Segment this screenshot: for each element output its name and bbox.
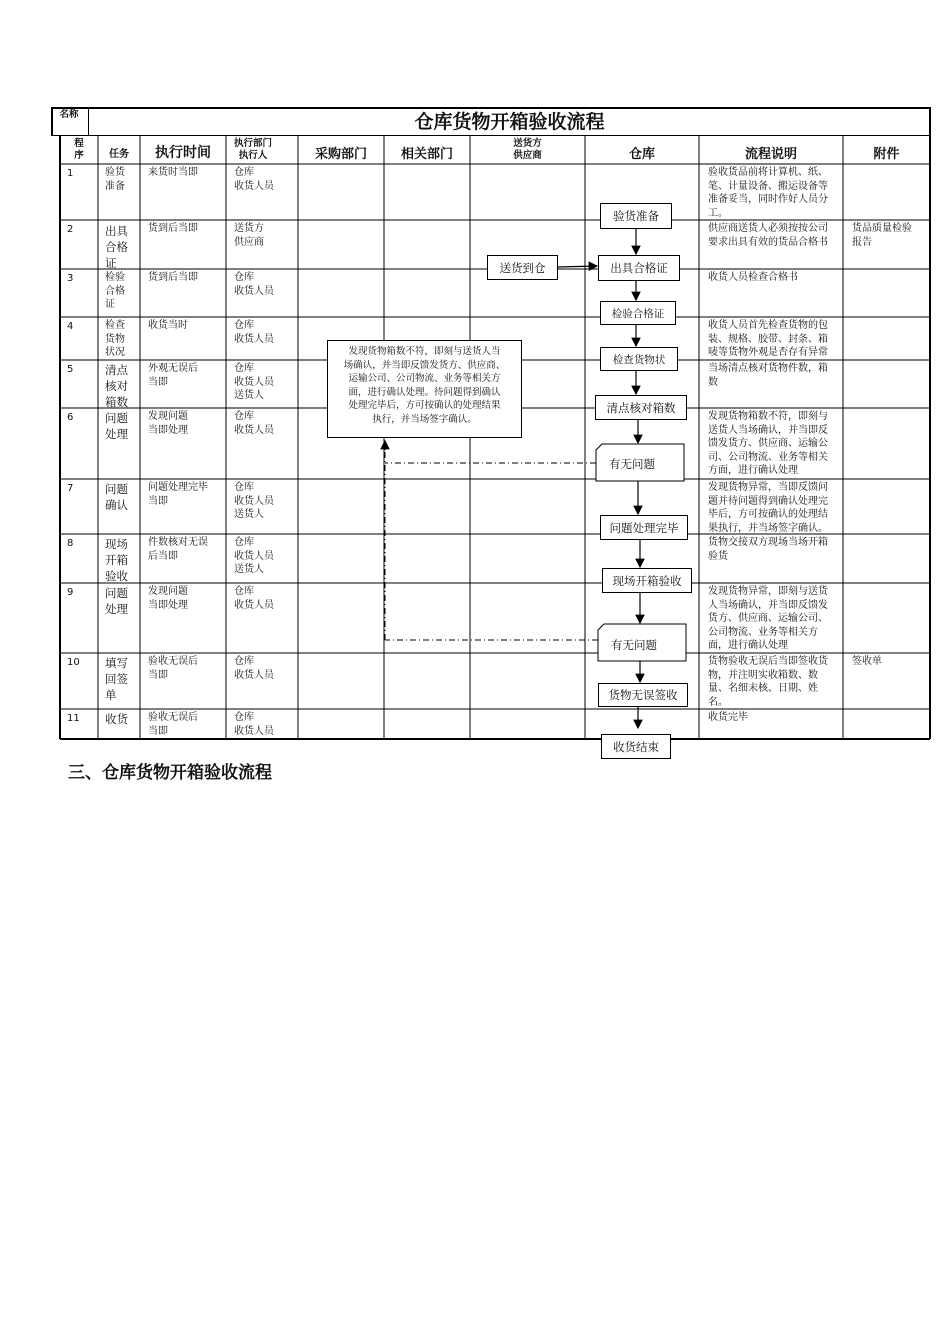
row-11-time: 验收无误后 当即 — [148, 712, 198, 737]
row-10-attach: 签收单 — [852, 656, 882, 667]
flow-step-check-cert: 检验合格证 — [600, 301, 676, 325]
row-5-dept: 仓库 收货人员 送货人 — [234, 363, 274, 401]
row-2-desc: 供应商送货人必须按按公司 要求出具有效的货品合格书 — [708, 223, 828, 248]
row-2-time: 货到后当即 — [148, 223, 198, 234]
flow-step-check-goods: 检查货物状 — [600, 347, 678, 371]
row-10-seq: 10 — [67, 657, 80, 668]
row-3-time: 货到后当即 — [148, 272, 198, 283]
row-2-dept: 送货方 供应商 — [234, 223, 264, 248]
header-dept: 执行部门 执行人 — [233, 138, 272, 161]
flow-supplier-deliver: 送货到仓 — [487, 255, 558, 280]
row-10-desc: 货物验收无误后当即签收货 物，并注明实收箱数、数 量、名细末核、日期、姓 名。 — [708, 656, 828, 708]
row-5-time: 外观无误后 当即 — [148, 363, 198, 388]
row-2-attach: 货品质量检验 报告 — [852, 223, 912, 248]
row-9-seq: 9 — [67, 587, 74, 598]
flow-step-count-boxes: 清点核对箱数 — [595, 395, 687, 420]
row-3-dept: 仓库 收货人员 — [234, 272, 274, 297]
row-7-dept: 仓库 收货人员 送货人 — [234, 482, 274, 520]
problem-note: 发现货物箱数不符，即刻与送货人当 场确认，并当即反馈发货方、供应商、 运输公司、公司物流、业务等相关方 面，进行确认处理。待问题得到确认 处理完毕后，方可按确认的处理结果 执行，并当场签字确认。 — [327, 340, 522, 438]
row-8-task: 现场 开箱 验收 — [105, 537, 128, 583]
row-2-task: 出具 合格 证 — [105, 224, 128, 270]
flow-decision-1: 有无问题 — [609, 457, 655, 471]
row-5-seq: 5 — [67, 364, 74, 375]
row-11-dept: 仓库 收货人员 — [234, 712, 274, 737]
flow-step-prepare: 验货准备 — [600, 203, 672, 229]
flow-step-resolved: 问题处理完毕 — [600, 515, 688, 540]
row-1-task: 验货 准备 — [105, 167, 125, 192]
header-task: 任务 — [109, 149, 129, 160]
row-6-time: 发现问题 当即处理 — [148, 411, 188, 436]
row-1-seq: 1 — [67, 168, 74, 179]
header-seq: 程序 — [74, 138, 84, 161]
row-4-desc: 收货人员首先检查货物的包 装、规格、胶带、封条、箱 唛等货物外观是否存有异常 — [708, 320, 828, 358]
header-supplier: 送货方 供应商 — [513, 138, 542, 161]
row-7-desc: 发现货物异常，当即反馈问 题并待问题得到确认处理完 毕后，方可按确认的处理结 果执行，并当场签字确认。 — [708, 482, 828, 534]
row-9-time: 发现问题 当即处理 — [148, 586, 188, 611]
flow-step-finish: 收货结束 — [601, 734, 671, 759]
row-4-time: 收货当时 — [148, 320, 188, 331]
section-heading: 三、仓库货物开箱验收流程 — [68, 763, 272, 783]
row-1-dept: 仓库 收货人员 — [234, 167, 274, 192]
row-1-desc: 验收货品前将计算机、纸、 笔、计量设备、搬运设备等 准备妥当，同时作好人员分 工。 — [708, 167, 828, 219]
header-warehouse: 仓库 — [628, 147, 655, 162]
header-time: 执行时间 — [155, 145, 211, 161]
row-3-seq: 3 — [67, 273, 74, 284]
row-6-dept: 仓库 收货人员 — [234, 411, 274, 436]
flow-step-open-inspect: 现场开箱验收 — [602, 568, 692, 593]
header-attach: 附件 — [873, 147, 900, 162]
header-purchase: 采购部门 — [314, 147, 367, 162]
row-10-dept: 仓库 收货人员 — [234, 656, 274, 681]
row-9-task: 问题 处理 — [105, 586, 128, 616]
flow-step-issue-cert: 出具合格证 — [598, 255, 680, 281]
row-10-time: 验收无误后 当即 — [148, 656, 198, 681]
row-9-dept: 仓库 收货人员 — [234, 586, 274, 611]
row-10-task: 填写 回签 单 — [105, 656, 128, 702]
row-7-seq: 7 — [67, 483, 74, 494]
row-4-seq: 4 — [67, 321, 74, 332]
row-8-desc: 货物交接双方现场当场开箱 验货 — [708, 537, 828, 562]
header-desc: 流程说明 — [744, 147, 797, 162]
row-4-dept: 仓库 收货人员 — [234, 320, 274, 345]
row-6-seq: 6 — [67, 412, 74, 423]
row-8-seq: 8 — [67, 538, 74, 549]
row-3-desc: 收货人员检查合格书 — [708, 272, 798, 283]
flow-decision-2: 有无问题 — [611, 638, 657, 652]
flow-step-sign: 货物无误签收 — [598, 683, 688, 707]
row-7-task: 问题 确认 — [105, 482, 128, 512]
row-11-seq: 11 — [67, 713, 80, 724]
row-6-desc: 发现货物箱数不符，即刻与 送货人当场确认，并当即反 馈发货方、供应商、运输公 司、公司物流、业务等相关 方面，进行确认处理 — [708, 411, 828, 476]
row-6-task: 问题 处理 — [105, 411, 128, 441]
row-4-task: 检查 货物 状况 — [105, 320, 125, 358]
name-label: 名称 — [59, 109, 79, 120]
row-8-time: 件数核对无误 后当即 — [148, 537, 208, 562]
row-3-task: 检验 合格 证 — [105, 272, 125, 310]
row-11-task: 收货 — [105, 712, 128, 726]
row-7-time: 问题处理完毕 当即 — [148, 482, 208, 507]
row-1-time: 来货时当即 — [148, 167, 198, 178]
row-5-desc: 当场清点核对货物件数，箱 数 — [708, 363, 828, 388]
row-11-desc: 收货完毕 — [708, 712, 748, 723]
page-title: 仓库货物开箱验收流程 — [414, 111, 605, 133]
row-5-task: 清点 核对 箱数 — [105, 363, 128, 409]
row-9-desc: 发现货物异常，即刻与送货 人当场确认，并当即反馈发 货方、供应商、运输公司、 公司物流、业务等相关方 面，进行确认处理 — [708, 586, 828, 651]
header-related: 相关部门 — [400, 147, 453, 162]
row-8-dept: 仓库 收货人员 送货人 — [234, 537, 274, 575]
row-2-seq: 2 — [67, 224, 74, 235]
